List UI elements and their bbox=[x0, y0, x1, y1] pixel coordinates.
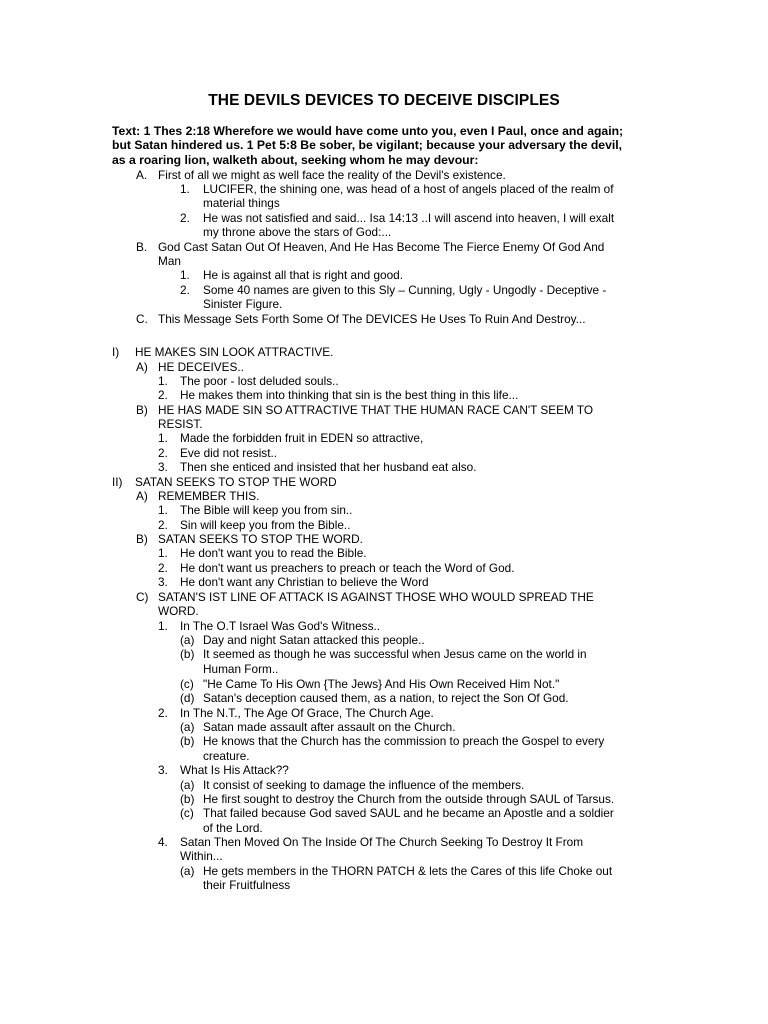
outline-text: Satan's deception caused them, as a nation, to reject the Son Of God. bbox=[203, 691, 569, 705]
outline-marker: (b) bbox=[180, 647, 195, 661]
outline-marker: C. bbox=[136, 312, 148, 326]
outline-marker: 1. bbox=[158, 546, 168, 560]
outline-marker: 2. bbox=[158, 388, 168, 402]
scripture-line: as a roaring lion, walketh about, seeking whom he may devour: bbox=[112, 152, 479, 167]
outline-text: The poor - lost deluded souls.. bbox=[180, 374, 339, 388]
outline-marker: (c) bbox=[180, 806, 194, 820]
outline-text: In The N.T., The Age Of Grace, The Church Age. bbox=[180, 706, 434, 720]
outline-marker: (a) bbox=[180, 633, 195, 647]
outline-text: He don't want us preachers to preach or teach the Word of God. bbox=[180, 561, 515, 575]
outline-text: Within... bbox=[180, 849, 223, 863]
outline-text: He don't want any Christian to believe the Word bbox=[180, 575, 429, 589]
outline-text: This Message Sets Forth Some Of The DEVICES He Uses To Ruin And Destroy... bbox=[158, 312, 586, 326]
outline-marker: B) bbox=[136, 403, 148, 417]
outline-text: It seemed as though he was successful when Jesus came on the world in bbox=[203, 647, 587, 661]
outline-text: SATAN SEEKS TO STOP THE WORD. bbox=[158, 532, 363, 546]
outline-text: creature. bbox=[203, 749, 250, 763]
outline-text: He makes them into thinking that sin is the best thing in this life... bbox=[180, 388, 519, 402]
outline-marker: A) bbox=[136, 489, 148, 503]
outline-text: Satan made assault after assault on the Church. bbox=[203, 720, 456, 734]
outline-marker: (a) bbox=[180, 778, 195, 792]
outline-marker: 4. bbox=[158, 835, 168, 849]
outline-text: He was not satisfied and said... Isa 14:13 ..I will ascend into heaven, I will exalt bbox=[203, 211, 615, 225]
outline-text: Human Form.. bbox=[203, 662, 279, 676]
outline-marker: 3. bbox=[158, 460, 168, 474]
outline-marker: 1. bbox=[180, 182, 190, 196]
outline-text: their Fruitfulness bbox=[203, 878, 291, 892]
outline-marker: 1. bbox=[180, 268, 190, 282]
outline-marker: 2. bbox=[158, 706, 168, 720]
outline-text: Eve did not resist.. bbox=[180, 446, 278, 460]
outline-text: Satan Then Moved On The Inside Of The Church Seeking To Destroy It From bbox=[180, 835, 584, 849]
outline-text: First of all we might as well face the reality of the Devil's existence. bbox=[158, 168, 506, 182]
outline-marker: 2. bbox=[180, 211, 190, 225]
outline-text: SATAN SEEKS TO STOP THE WORD bbox=[135, 475, 337, 489]
outline-marker: 2. bbox=[158, 518, 168, 532]
outline-marker: (c) bbox=[180, 677, 194, 691]
outline-text: "He Came To His Own {The Jews} And His Own Received Him Not." bbox=[203, 677, 560, 691]
outline-text: Made the forbidden fruit in EDEN so attractive, bbox=[180, 431, 424, 445]
outline-text: HE DECEIVES.. bbox=[158, 360, 244, 374]
outline-text: SATAN'S IST LINE OF ATTACK IS AGAINST THOSE WHO WOULD SPREAD THE bbox=[158, 590, 594, 604]
outline-marker: 2. bbox=[158, 446, 168, 460]
outline-text: He first sought to destroy the Church from the outside through SAUL of Tarsus. bbox=[203, 792, 615, 806]
outline-text: Man bbox=[158, 254, 181, 268]
outline-marker: 1. bbox=[158, 503, 168, 517]
document-title: THE DEVILS DEVICES TO DECEIVE DISCIPLES bbox=[208, 92, 560, 109]
outline-text: Some 40 names are given to this Sly – Cunning, Ugly - Ungodly - Deceptive - bbox=[203, 283, 607, 297]
outline-text: In The O.T Israel Was God's Witness.. bbox=[180, 619, 381, 633]
outline-text: HE HAS MADE SIN SO ATTRACTIVE THAT THE HUMAN RACE CAN'T SEEM TO bbox=[158, 403, 594, 417]
outline-marker: (a) bbox=[180, 720, 195, 734]
outline-text: RESIST. bbox=[158, 417, 203, 431]
outline-marker: 3. bbox=[158, 763, 168, 777]
outline-text: The Bible will keep you from sin.. bbox=[180, 503, 353, 517]
outline-text: He knows that the Church has the commission to preach the Gospel to every bbox=[203, 734, 605, 748]
outline-marker: A) bbox=[136, 360, 148, 374]
outline-text: HE MAKES SIN LOOK ATTRACTIVE. bbox=[135, 345, 334, 359]
outline-marker: 1. bbox=[158, 374, 168, 388]
outline-marker: B) bbox=[136, 532, 148, 546]
scripture-line: but Satan hindered us. 1 Pet 5:8 Be sober, be vigilant; because your adversary the devil, bbox=[112, 138, 623, 153]
outline-marker: 2. bbox=[158, 561, 168, 575]
outline-text: Day and night Satan attacked this people.. bbox=[203, 633, 425, 647]
outline-text: What Is His Attack?? bbox=[180, 763, 289, 777]
outline-text: He is against all that is right and good. bbox=[203, 268, 404, 282]
outline-marker: B. bbox=[136, 240, 148, 254]
outline-marker: (b) bbox=[180, 792, 195, 806]
outline-marker: I) bbox=[112, 345, 120, 359]
scripture-text bbox=[112, 124, 652, 167]
outline-marker: (b) bbox=[180, 734, 195, 748]
scripture-line: Text: 1 Thes 2:18 Wherefore we would have come unto you, even I Paul, once and again; bbox=[112, 124, 624, 138]
outline-marker: 1. bbox=[158, 619, 168, 633]
outline-text: God Cast Satan Out Of Heaven, And He Has Become The Fierce Enemy Of God And bbox=[158, 240, 605, 254]
outline-text: That failed because God saved SAUL and he became an Apostle and a soldier bbox=[203, 806, 614, 820]
outline-text: He don't want you to read the Bible. bbox=[180, 546, 367, 560]
outline-marker: 3. bbox=[158, 575, 168, 589]
outline-text: Then she enticed and insisted that her husband eat also. bbox=[180, 460, 477, 474]
outline-text: material things bbox=[203, 196, 280, 210]
outline-marker: II) bbox=[112, 475, 123, 489]
outline-text: of the Lord. bbox=[203, 821, 263, 835]
outline-text: Sinister Figure. bbox=[203, 297, 283, 311]
outline-text: REMEMBER THIS. bbox=[158, 489, 260, 503]
outline-marker: (d) bbox=[180, 691, 195, 705]
outline-marker: 1. bbox=[158, 431, 168, 445]
outline-marker: A. bbox=[136, 168, 148, 182]
outline-marker: (a) bbox=[180, 864, 195, 878]
outline-text: LUCIFER, the shining one, was head of a host of angels placed of the realm of bbox=[203, 182, 614, 196]
outline-text: He gets members in the THORN PATCH & lets the Cares of this life Choke out bbox=[203, 864, 613, 878]
outline-text: Sin will keep you from the Bible.. bbox=[180, 518, 351, 532]
outline-text: my throne above the stars of God:... bbox=[203, 225, 392, 239]
outline-marker: C) bbox=[136, 590, 149, 604]
outline-text: WORD. bbox=[158, 604, 199, 618]
outline-marker: 2. bbox=[180, 283, 190, 297]
outline-text: It consist of seeking to damage the influence of the members. bbox=[203, 778, 525, 792]
